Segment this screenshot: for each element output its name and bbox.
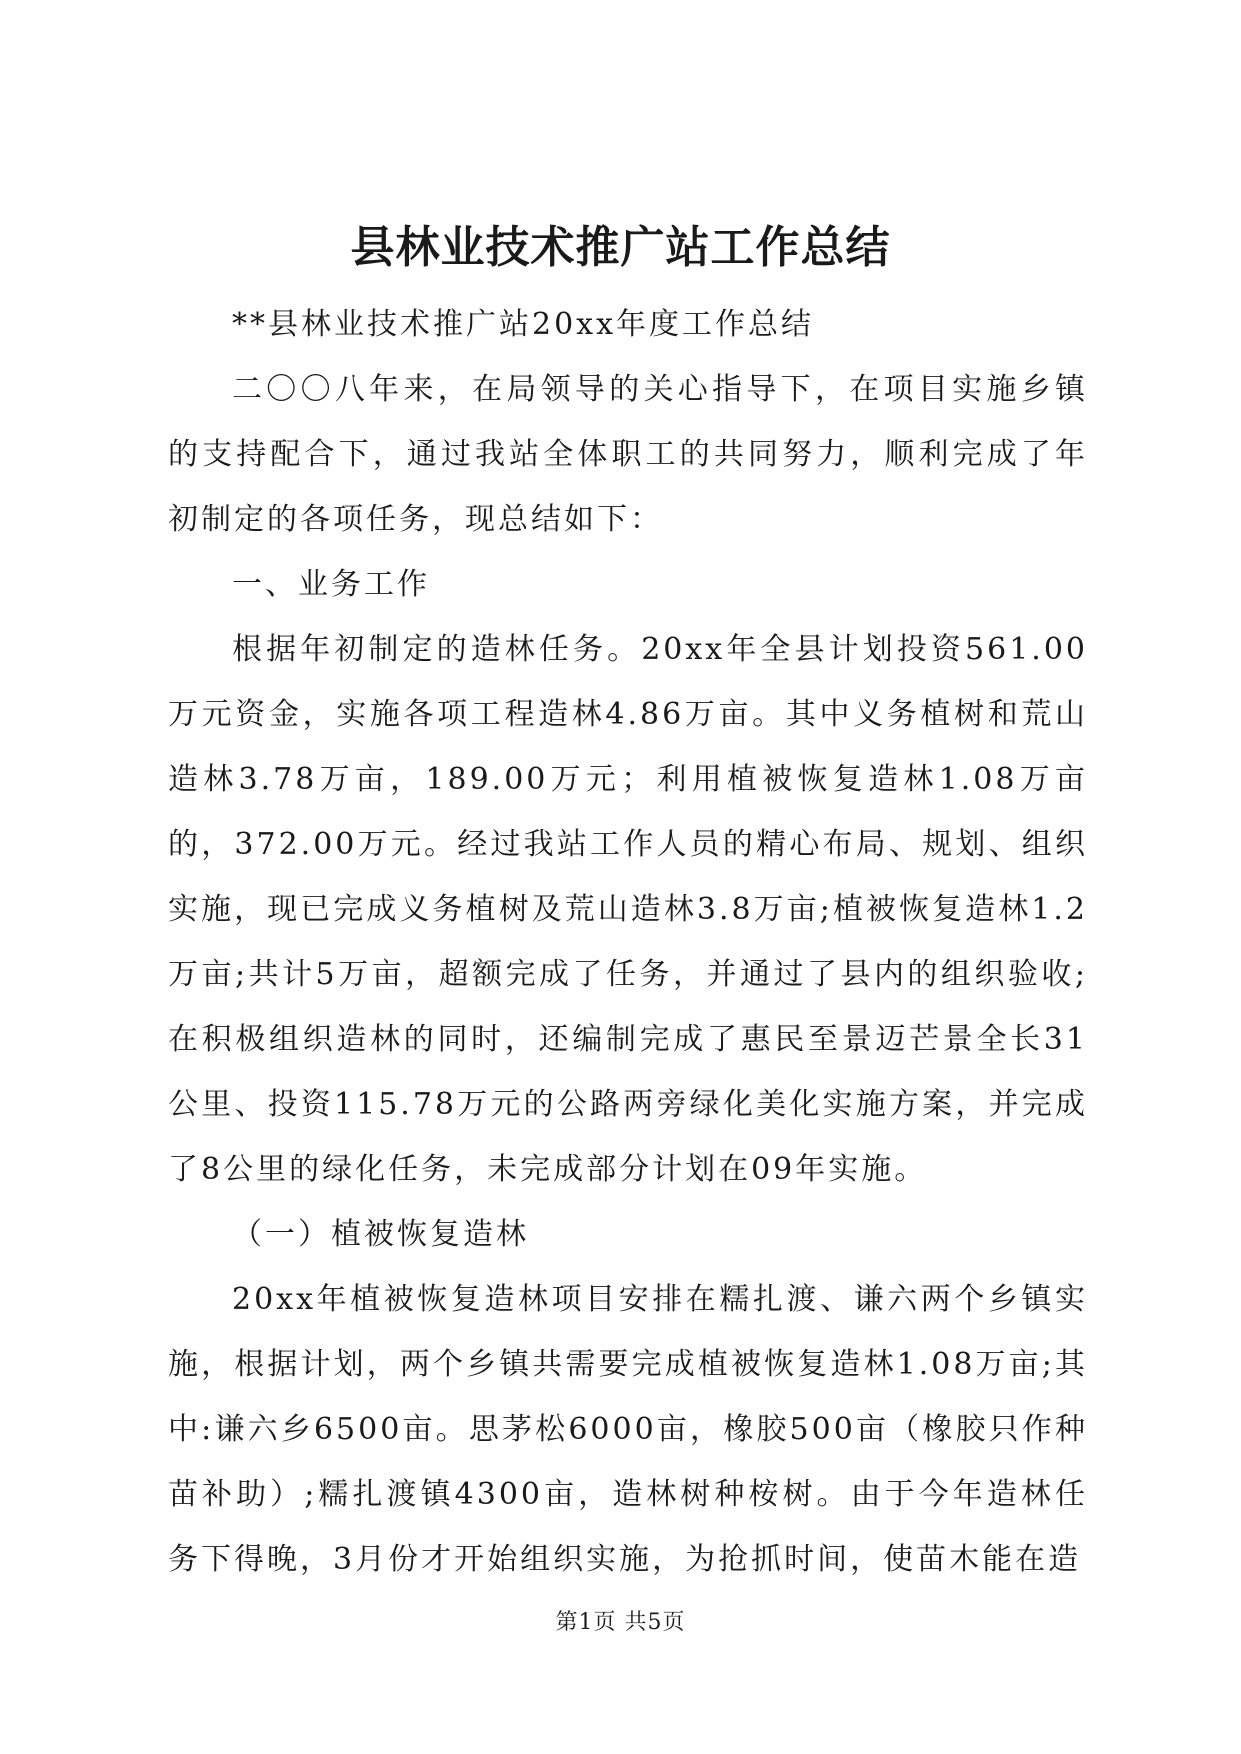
section-heading-business: 一、业务工作 (232, 567, 430, 602)
document-title: 县林业技术推广站工作总结 (350, 222, 891, 273)
paragraph-intro: 二〇〇八年来，在局领导的关心指导下，在项目实施乡镇的支持配合下，通过我站全体职工的共同努力，顺利完成了年初制定的各项任务，现总结如下： (168, 372, 1088, 537)
paragraph-subtitle: **县林业技术推广站20xx年度工作总结 (232, 307, 815, 342)
document-body (168, 292, 1088, 1592)
subsection-heading-vegetation: （一）植被恢复造林 (232, 1217, 529, 1252)
page-footer: 第1页 共5页 (555, 1610, 686, 1635)
paragraph-vegetation-restoration: 20xx年植被恢复造林项目安排在糯扎渡、谦六两个乡镇实施，根据计划，两个乡镇共需要完成植被恢复造林1.08万亩;其中:谦六乡6500亩。思茅松6000亩，橡胶500亩（橡胶只作种苗补助）;糯扎渡镇4300亩，造林树种桉树。由于今年造林任务下得晚，3月份才开始组织实施，为抢抓时间，使苗木能在造 (168, 1282, 1088, 1577)
paragraph-afforestation-plan: 根据年初制定的造林任务。20xx年全县计划投资561.00万元资金，实施各项工程造林4.86万亩。其中义务植树和荒山造林3.78万亩，189.00万元；利用植被恢复造林1.08万亩的，372.00万元。经过我站工作人员的精心布局、规划、组织实施，现已完成义务植树及荒山造林3.8万亩;植被恢复造林1.2万亩;共计5万亩，超额完成了任务，并通过了县内的组织验收;在积极组织造林的同时，还编制完成了惠民至景迈芒景全长31公里、投资115.78万元的公路两旁绿化美化实施方案，并完成了8公里的绿化任务，未完成部分计划在09年实施。 (168, 632, 1088, 1187)
